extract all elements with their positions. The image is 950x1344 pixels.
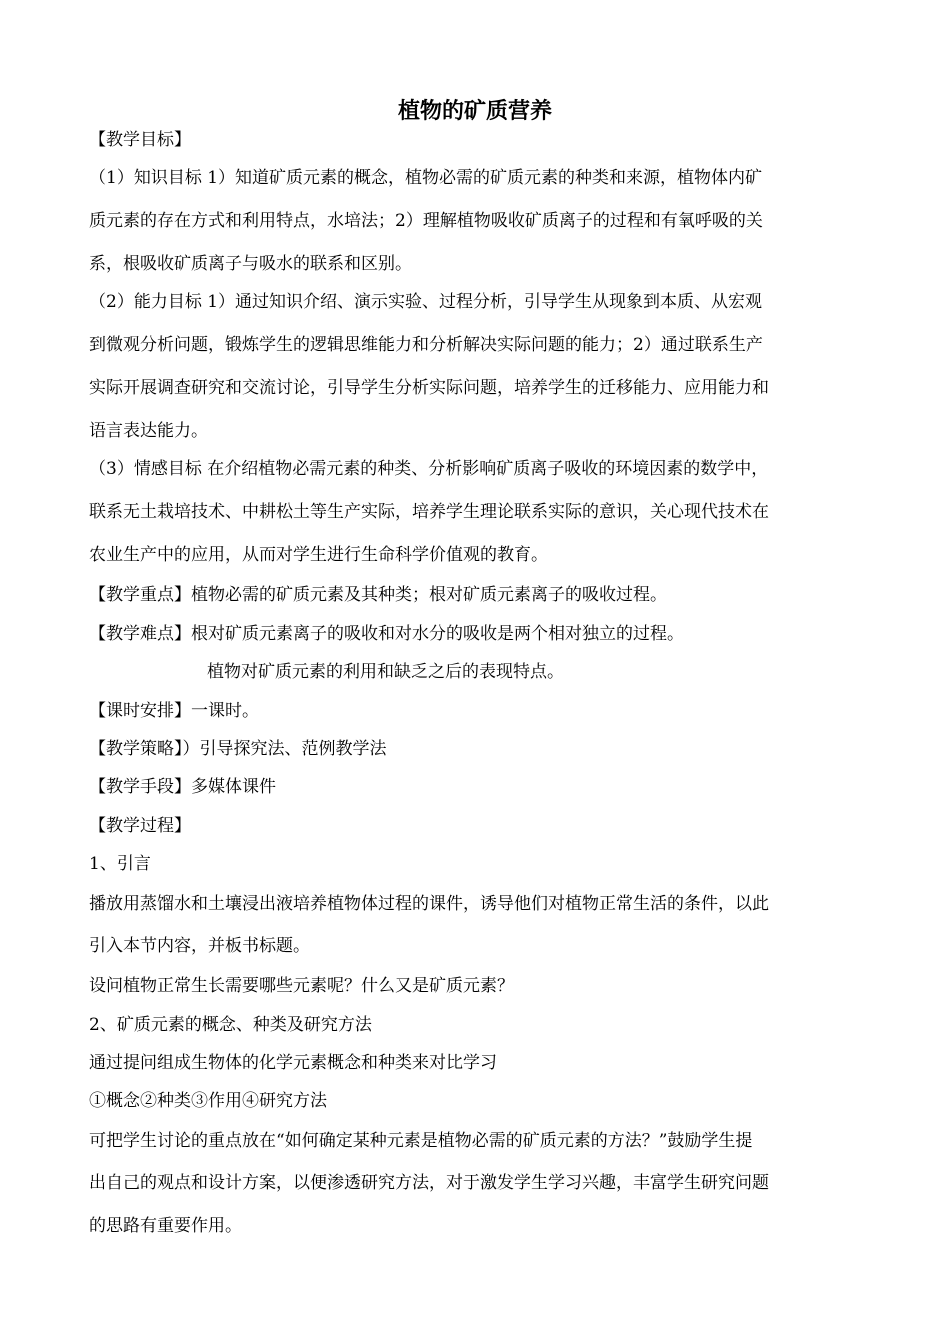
subheading-introduction: 1、引言 <box>89 854 151 874</box>
paragraph-line: 可把学生讨论的重点放在“如何确定某种元素是植物必需的矿质元素的方法？”鼓励学生提 <box>89 1131 753 1151</box>
paragraph-line: 引入本节内容，并板书标题。 <box>89 936 310 956</box>
paragraph-line: 到微观分析问题，锻炼学生的逻辑思维能力和分析解决实际问题的能力；2）通过联系生产 <box>89 335 763 355</box>
section-heading-teaching-goals: 【教学目标】 <box>89 130 191 150</box>
paragraph-line: 语言表达能力。 <box>89 421 208 441</box>
paragraph-line: 质元素的存在方式和利用特点，水培法；2）理解植物吸收矿质离子的过程和有氧呼吸的关 <box>89 211 763 231</box>
means-line: 【教学手段】多媒体课件 <box>89 777 276 797</box>
paragraph-line: 通过提问组成生物体的化学元素概念和种类来对比学习 <box>89 1053 497 1073</box>
paragraph-line: 实际开展调查研究和交流讨论，引导学生分析实际问题，培养学生的迁移能力、应用能力和 <box>89 378 769 398</box>
paragraph-line: 系，根吸收矿质离子与吸水的联系和区别。 <box>89 254 412 274</box>
paragraph-line: 播放用蒸馏水和土壤浸出液培养植物体过程的课件，诱导他们对植物正常生活的条件，以此 <box>89 894 769 914</box>
paragraph-line: 出自己的观点和设计方案，以便渗透研究方法，对于激发学生学习兴趣，丰富学生研究问题 <box>89 1173 769 1193</box>
paragraph-line: （2）能力目标 1）通过知识介绍、演示实验、过程分析，引导学生从现象到本质、从宏观 <box>89 292 763 312</box>
paragraph-line: 设问植物正常生长需要哪些元素呢？什么又是矿质元素？ <box>89 976 514 996</box>
paragraph-line: （3）情感目标 在介绍植物必需元素的种类、分析影响矿质离子吸收的环境因素的数学中， <box>89 459 769 479</box>
strategy-line: 【教学策略】）引导探究法、范例教学法 <box>89 739 387 759</box>
paragraph-line: 农业生产中的应用，从而对学生进行生命科学价值观的教育。 <box>89 545 548 565</box>
schedule-line: 【课时安排】一课时。 <box>89 701 259 721</box>
key-points-line: 【教学重点】植物必需的矿质元素及其种类；根对矿质元素离子的吸收过程。 <box>89 585 667 605</box>
section-heading-teaching-process: 【教学过程】 <box>89 816 191 836</box>
numbered-items-line: ①概念②种类③作用④研究方法 <box>89 1091 327 1111</box>
difficult-points-line-continued: 植物对矿质元素的利用和缺乏之后的表现特点。 <box>207 662 564 682</box>
document-title: 植物的矿质营养 <box>397 99 552 124</box>
difficult-points-line: 【教学难点】根对矿质元素离子的吸收和对水分的吸收是两个相对独立的过程。 <box>89 624 684 644</box>
paragraph-line: 联系无土栽培技术、中耕松土等生产实际，培养学生理论联系实际的意识，关心现代技术在 <box>89 502 769 522</box>
paragraph-line: 的思路有重要作用。 <box>89 1216 242 1236</box>
paragraph-line: （1）知识目标 1）知道矿质元素的概念，植物必需的矿质元素的种类和来源，植物体内矿 <box>89 168 763 188</box>
subheading-mineral-elements: 2、矿质元素的概念、种类及研究方法 <box>89 1015 372 1035</box>
